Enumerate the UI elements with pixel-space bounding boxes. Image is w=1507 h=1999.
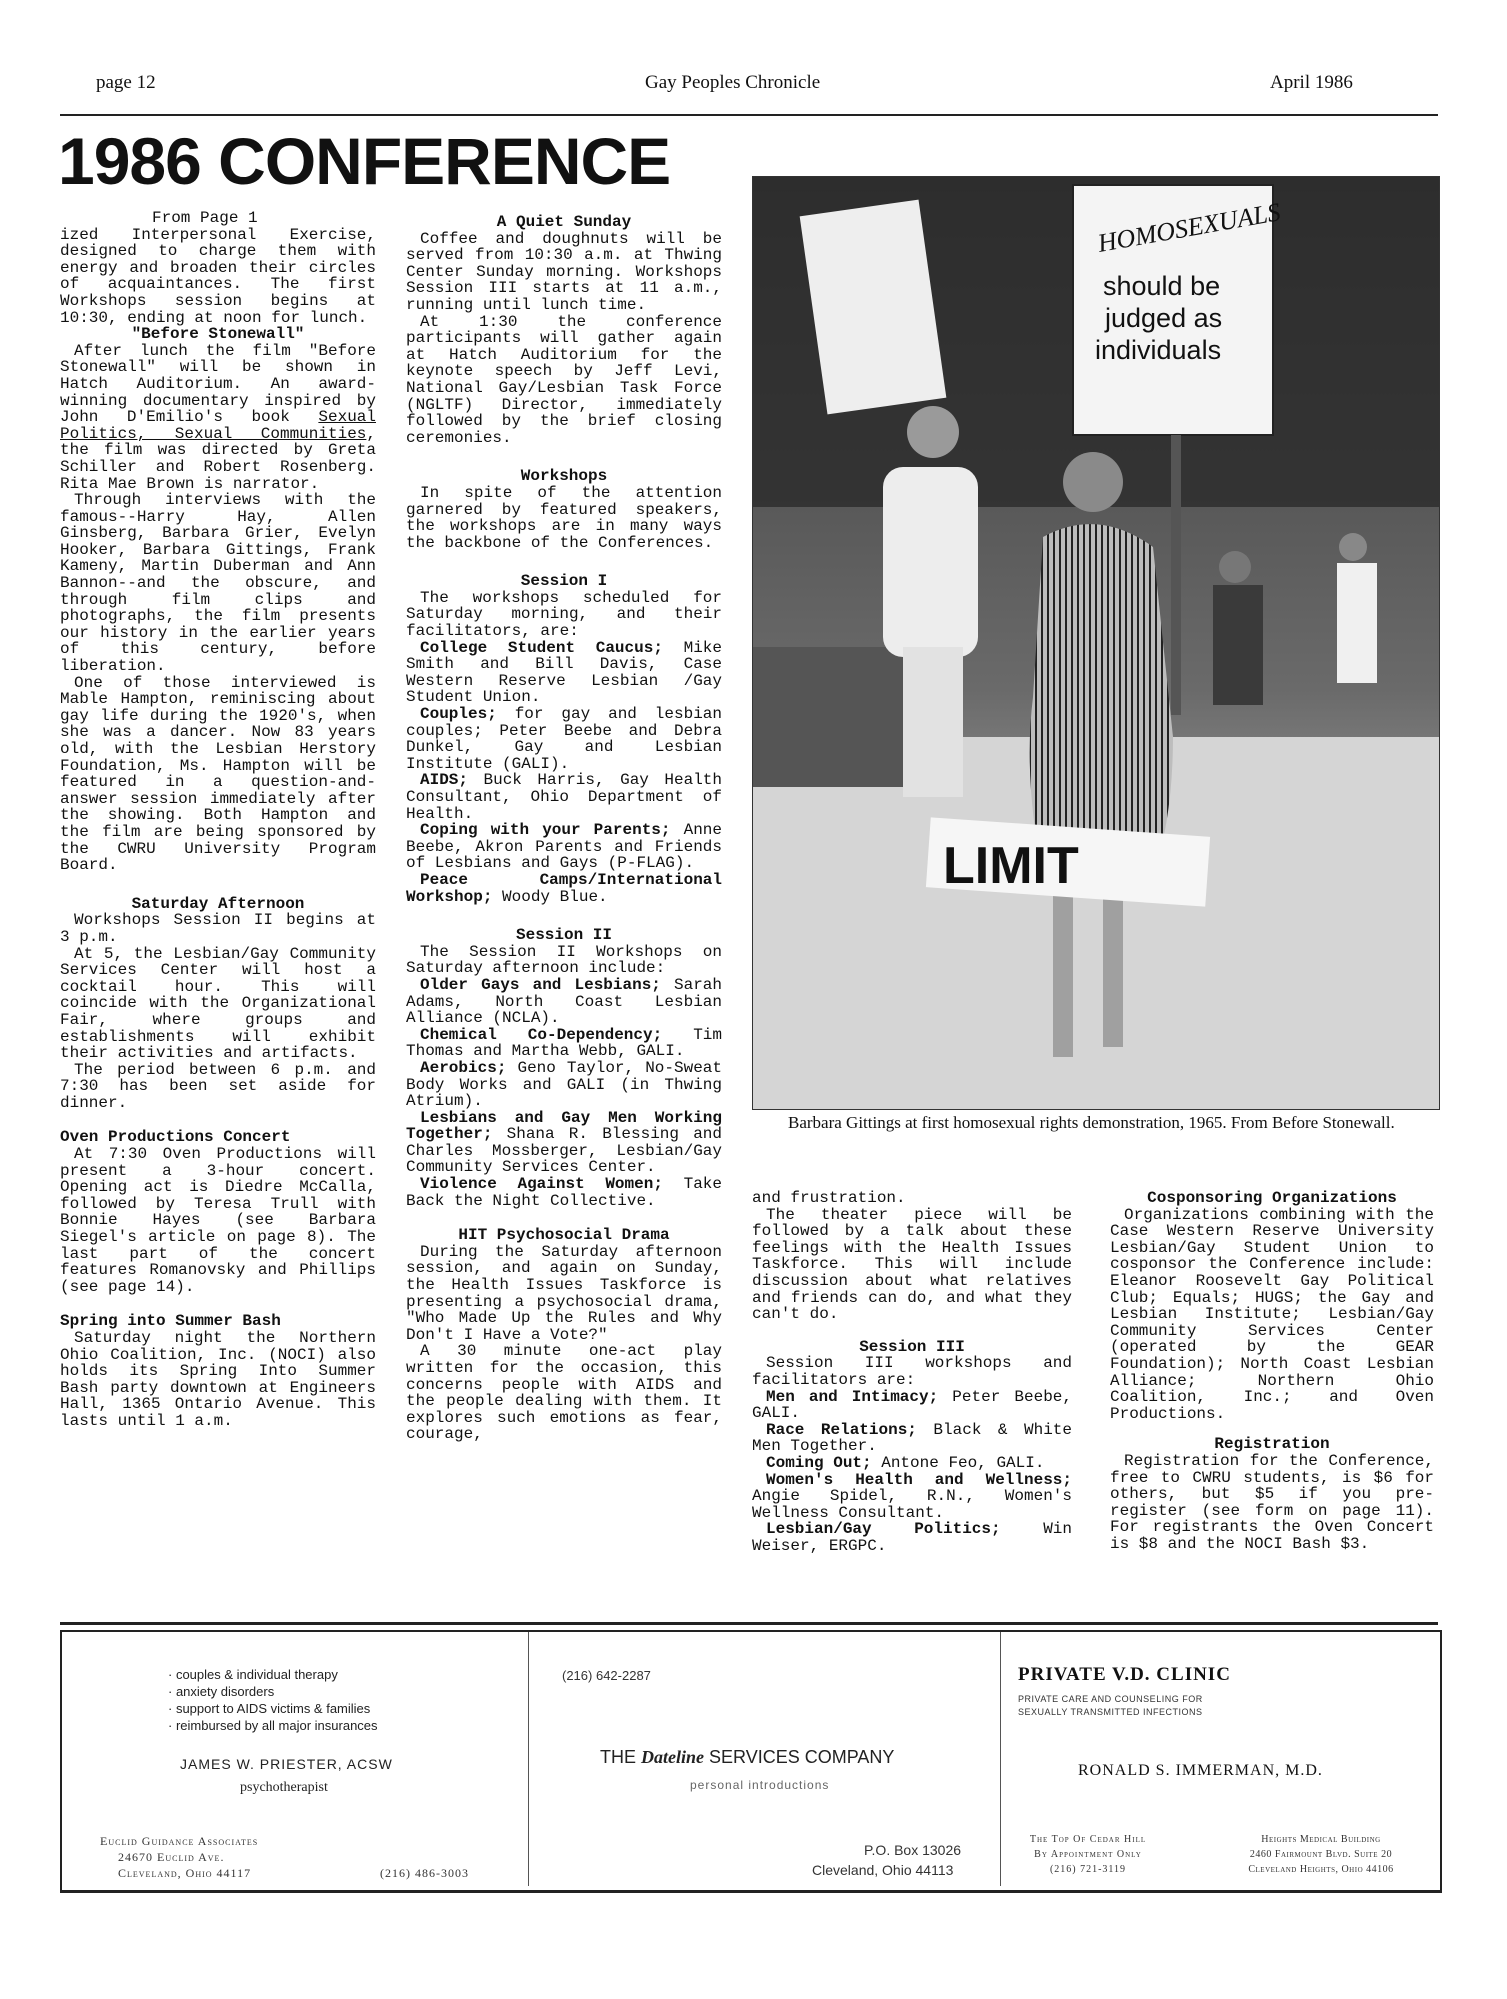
photo-illustration bbox=[753, 177, 1439, 1109]
practice-city: Cleveland, Ohio 44117 bbox=[118, 1866, 252, 1880]
paragraph: The workshops scheduled for Saturday morning, and their facilitators, are: bbox=[406, 588, 722, 641]
subhead-oven-concert: Oven Productions Concert bbox=[60, 1128, 291, 1147]
therapist-name: JAMES W. PRIESTER, ACSW bbox=[180, 1756, 393, 1772]
clinic-title: PRIVATE V.D. CLINIC bbox=[1018, 1664, 1231, 1685]
page-number: page 12 bbox=[96, 72, 156, 93]
workshop-item: Race Relations; Black & White Men Together. bbox=[752, 1420, 1073, 1456]
workshop-item: Chemical Co-Dependency; Tim Thomas and Martha Webb, GALI. bbox=[406, 1025, 722, 1061]
workshop-item: College Student Caucus; Mike Smith and Bill Davis, Case Western Reserve Lesbian /Gay Student Union. bbox=[406, 638, 722, 707]
continued-from: From Page 1 bbox=[152, 209, 258, 227]
clinic-subtitle: PRIVATE CARE AND COUNSELING FOR bbox=[1018, 1694, 1203, 1704]
ads-top-rule bbox=[60, 1622, 1438, 1625]
ad-divider bbox=[528, 1632, 529, 1886]
paragraph: The period between 6 p.m. and 7:30 has been set aside for dinner. bbox=[60, 1060, 376, 1112]
workshop-item: Lesbian/Gay Politics; Win Weiser, ERGPC. bbox=[752, 1520, 1072, 1555]
list-item: · anxiety disorders bbox=[168, 1684, 275, 1699]
therapist-title: psychotherapist bbox=[240, 1780, 328, 1795]
subhead-saturday-afternoon: Saturday Afternoon bbox=[131, 894, 305, 913]
ad-divider bbox=[1000, 1632, 1001, 1886]
subhead-hit-drama: HIT Psychosocial Drama bbox=[458, 1226, 670, 1245]
subhead-session-2: Session II bbox=[515, 926, 612, 945]
dateline-city: Cleveland, Ohio 44113 bbox=[812, 1862, 954, 1878]
publication-name: Gay Peoples Chronicle bbox=[645, 72, 821, 93]
subhead-session-3: Session III bbox=[859, 1337, 965, 1356]
sign-text-line: judged as bbox=[1105, 303, 1223, 333]
paragraph: Saturday night the Northern Ohio Coalition, Inc. (NOCI) also holds its Spring Into Summer Bash party downtown at Engineers Hall, 1365 Ontario Avenue. This lasts until 1 a.m. bbox=[60, 1329, 376, 1430]
headline: 1986 CONFERENCE bbox=[58, 124, 671, 198]
sign-text-line: HOMOSEXUALS bbox=[1095, 197, 1283, 258]
paragraph: Workshops Session II begins at 3 p.m. bbox=[60, 911, 376, 946]
issue-date: April 1986 bbox=[1270, 72, 1353, 93]
column-1 bbox=[60, 210, 376, 1430]
workshop-item: Lesbians and Gay Men Working Together; Shana R. Blessing and Charles Mossberger, Lesbian/Gay Community Services Center. bbox=[406, 1108, 722, 1177]
dateline-tagline: personal introductions bbox=[690, 1778, 830, 1792]
dateline-po-box: P.O. Box 13026 bbox=[864, 1842, 962, 1858]
subhead-quiet-sunday: A Quiet Sunday bbox=[496, 213, 632, 231]
paragraph: Registration for the Conference, free to CWRU students, is $6 for others, but $5 if you pre-register (see form on page 11). For registrants the Oven Concert is $8 and the NOCI Bash $3. bbox=[1110, 1451, 1434, 1553]
practice-phone: (216) 486-3003 bbox=[380, 1866, 469, 1880]
paragraph: The Session II Workshops on Saturday afternoon include: bbox=[406, 942, 722, 978]
clinic-location-right: Heights Medical Building 2460 Fairmount Blvd. Suite 20 Cleveland Heights, Ohio 44106 bbox=[1248, 1834, 1394, 1875]
practice-name: Euclid Guidance Associates bbox=[100, 1834, 259, 1848]
workshop-item: Women's Health and Wellness; Angie Spidel, R.N., Women's Wellness Consultant. bbox=[752, 1470, 1072, 1522]
paragraph: One of those interviewed is Mable Hampton, reminiscing about gay life during the 1920's, when she was a dancer. Now 83 years old, with the Lesbian Herstory Foundation, Ms. Hampton will be featured in a question-and-answer session immediately after the showing. Both Hampton and the film are being sponsored by the CWRU University Program Board. bbox=[60, 673, 376, 875]
paragraph: At 1:30 the conference participants will gather again at Hatch Auditorium for the keynote speech by Jeff Levi, National Gay/Lesbian Task Force (NGLTF) Director, immediately followed by the brief closing ceremonies. bbox=[406, 312, 722, 447]
workshop-item: Couples; for gay and lesbian couples; Peter Beebe and Debra Dunkel, Gay and Lesbian Institute (GALI). bbox=[406, 705, 722, 773]
paragraph: A 30 minute one-act play written for the occasion, this concerns people with AIDS and the people dealing with them. It explores such emotions as fear, courage, bbox=[406, 1342, 722, 1444]
dateline-brand: Dateline bbox=[641, 1747, 705, 1767]
paragraph: After lunch the film "Before Stonewall" will be shown in Hatch Auditorium. An award-winning documentary inspired by John D'Emilio's book Sexual Politics, Sexual Communities, the film was directed by Greta Schiller and Robert Rosenberg. Rita Mae Brown is narrator. bbox=[60, 341, 376, 493]
paragraph: Coffee and doughnuts will be served from 10:30 a.m. at Thwing Center Sunday morning. Workshops Session III starts at 11 a.m., running until lunch time. bbox=[406, 229, 722, 314]
subhead-cosponsoring: Cosponsoring Organizations bbox=[1147, 1189, 1397, 1207]
paragraph: and frustration. bbox=[752, 1189, 906, 1207]
paragraph: Organizations combining with the Case Western Reserve University Lesbian/Gay Student Union to cosponsor the Conference include: Eleanor Roosevelt Gay Political Club; Equals; HUGS; the Gay and Lesbian Institute; Lesbian/Gay Community Services Center (operated by the GEAR Foundation); North Coast Lesbian Alliance; Northern Ohio Coalition, Inc.; and Oven Productions. bbox=[1110, 1205, 1434, 1423]
workshop-item: Peace Camps/International Workshop; Woody Blue. bbox=[406, 870, 722, 906]
paragraph: The theater piece will be followed by a talk about these feelings with the Health Issues Taskforce. This will include discussion about what relatives and friends can do, and what they can't do. bbox=[752, 1205, 1072, 1324]
paragraph: Session III workshops and facilitators are: bbox=[752, 1354, 1072, 1389]
workshop-item: Coming Out; Antone Feo, GALI. bbox=[766, 1453, 1045, 1472]
workshop-item: Violence Against Women; Take Back the Night Collective. bbox=[406, 1175, 722, 1210]
therapy-services-list bbox=[168, 1666, 378, 1734]
protest-photo bbox=[752, 176, 1440, 1110]
list-item: · couples & individual therapy bbox=[168, 1667, 338, 1682]
book-title: Sexual Politics, Sexual Communities bbox=[60, 408, 376, 443]
workshop-item: AIDS; Buck Harris, Gay Health Consultant, Ohio Department of Health. bbox=[406, 771, 722, 823]
doctor-name: RONALD S. IMMERMAN, M.D. bbox=[1078, 1762, 1323, 1779]
paragraph: At 5, the Lesbian/Gay Community Services Center will host a cocktail hour. This will coincide with the Organizational Fair, where groups and establishments will exhibit their activities and artifacts. bbox=[60, 944, 376, 1063]
paragraph: Through interviews with the famous--Harry Hay, Allen Ginsberg, Barbara Grier, Evelyn Hooker, Barbara Gittings, Frank Kameny, Martin Duberman and Ann Bannon--and the obscure, and through film clips and photographs, the film presents our history in the earlier years of this century, before liberation. bbox=[60, 491, 376, 676]
workshop-item: Aerobics; Geno Taylor, No-Sweat Body Works and GALI (in Thwing Atrium). bbox=[406, 1058, 722, 1111]
sign-text-limit: LIMIT bbox=[943, 837, 1079, 895]
workshop-item: Coping with your Parents; Anne Beebe, Akron Parents and Friends of Lesbians and Gays (P-FLAG). bbox=[406, 821, 722, 873]
subhead-before-stonewall: "Before Stonewall" bbox=[131, 325, 305, 344]
paragraph: During the Saturday afternoon session, and again on Sunday, the Health Issues Taskforce is presenting a psychosocial drama, "Who Made Up the Rules and Why Don't I Have a Vote?" bbox=[406, 1242, 722, 1344]
subhead-spring-bash: Spring into Summer Bash bbox=[60, 1312, 281, 1331]
dateline-phone: (216) 642-2287 bbox=[562, 1668, 651, 1683]
sign-text-line: individuals bbox=[1095, 335, 1222, 365]
sign-text-line: should be bbox=[1103, 271, 1221, 301]
column-4 bbox=[1110, 1190, 1434, 1552]
header-rule bbox=[60, 114, 1438, 116]
paragraph: In spite of the attention garnered by featured speakers, the workshops are in many ways the backbone of the Conferences. bbox=[406, 483, 722, 552]
workshop-item: Men and Intimacy; Peter Beebe, GALI. bbox=[752, 1387, 1072, 1423]
workshop-item: Older Gays and Lesbians; Sarah Adams, North Coast Lesbian Alliance (NCLA). bbox=[406, 975, 723, 1028]
practice-address: 24670 Euclid Ave. bbox=[118, 1850, 225, 1864]
clinic-location-left: The Top Of Cedar Hill By Appointment Only (216) 721-3119 bbox=[1029, 1834, 1147, 1875]
subhead-registration: Registration bbox=[1214, 1435, 1330, 1454]
dateline-logo: THE Dateline SERVICES COMPANY bbox=[600, 1747, 895, 1767]
subhead-session-1: Session I bbox=[520, 572, 608, 591]
paragraph: ized Interpersonal Exercise, designed to charge them with energy and broaden their circles of acquaintances. The first Workshops session begins at 10:30, ending at noon for lunch. bbox=[60, 225, 376, 327]
subhead-workshops: Workshops bbox=[520, 467, 608, 486]
list-item: · reimbursed by all major insurances bbox=[168, 1718, 378, 1733]
column-2 bbox=[406, 214, 722, 1443]
column-3 bbox=[752, 1190, 1072, 1554]
list-item: · support to AIDS victims & families bbox=[168, 1701, 371, 1716]
clinic-subtitle: SEXUALLY TRANSMITTED INFECTIONS bbox=[1018, 1707, 1203, 1717]
photo-caption: Barbara Gittings at first homosexual rights demonstration, 1965. From Before Stonewall. bbox=[788, 1113, 1395, 1132]
paragraph: At 7:30 Oven Productions will present a 3-hour concert. Opening act is Diedre McCalla, followed by Teresa Trull with Bonnie Hayes (see Barbara Siegel's article on page 8). The last part of the concert features Romanovsky and Phillips (see page 14). bbox=[60, 1145, 376, 1296]
